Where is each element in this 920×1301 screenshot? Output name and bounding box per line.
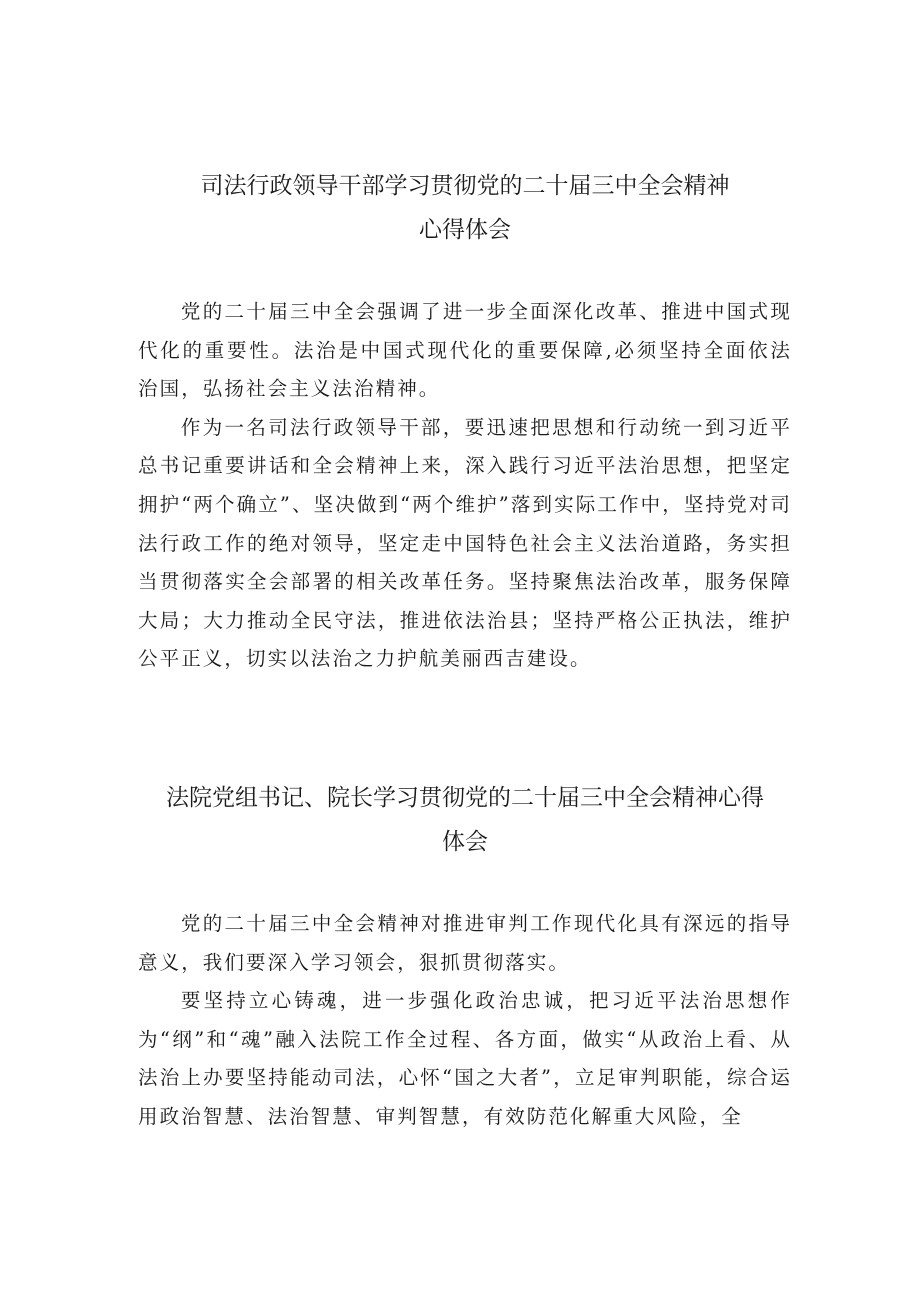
section-2-paragraph-2: 要坚持立心铸魂，进一步强化政治忠诚，把习近平法治思想作为“纲”和“魂”融入法院工作全过程、各方面，做实“从政治上看、从法治上办要坚持能动司法，心怀“国之大者”，立足审判职能，综合运用政治智慧、法治智慧、审判智慧，有效防范化解重大风险，全 bbox=[138, 989, 792, 1128]
section-1-title-line-1: 司法行政领导干部学习贯彻党的二十届三中全会精神 bbox=[200, 173, 730, 199]
section-1-paragraph-2: 作为一名司法行政领导干部，要迅速把思想和行动统一到习近平总书记重要讲话和全会精神上来，深入践行习近平法治思想，把坚定拥护“两个确立”、坚决做到“两个维护”落到实际工作中，坚持党对司法行政工作的绝对领导，坚定走中国特色社会主义法治道路，务实担当贯彻落实全会部署的相关改革任务。坚持聚焦法治改革，服务保障大局；大力推动全民守法，推进依法治县；坚持严格公正执法，维护公平正义，切实以法治之力护航美丽西吉建设。 bbox=[138, 415, 792, 671]
section-1-title-line-2: 心得体会 bbox=[419, 217, 511, 243]
section-2-title bbox=[138, 776, 792, 864]
section-1-title bbox=[138, 164, 792, 252]
section-1-paragraph-1: 党的二十届三中全会强调了进一步全面深化改革、推进中国式现代化的重要性。法治是中国式现代化的重要保障,必须坚持全面依法治国，弘扬社会主义法治精神。 bbox=[138, 300, 792, 401]
section-2-title-line-2: 体会 bbox=[442, 829, 488, 855]
section-2-title-line-1: 法院党组书记、院长学习贯彻党的二十届三中全会精神心得 bbox=[166, 785, 764, 811]
section-2-body bbox=[138, 905, 792, 1137]
section-1-body bbox=[138, 293, 792, 679]
section-2-paragraph-1: 党的二十届三中全会精神对推进审判工作现代化具有深远的指导意义，我们要深入学习领会，狠抓贯彻落实。 bbox=[138, 912, 792, 974]
